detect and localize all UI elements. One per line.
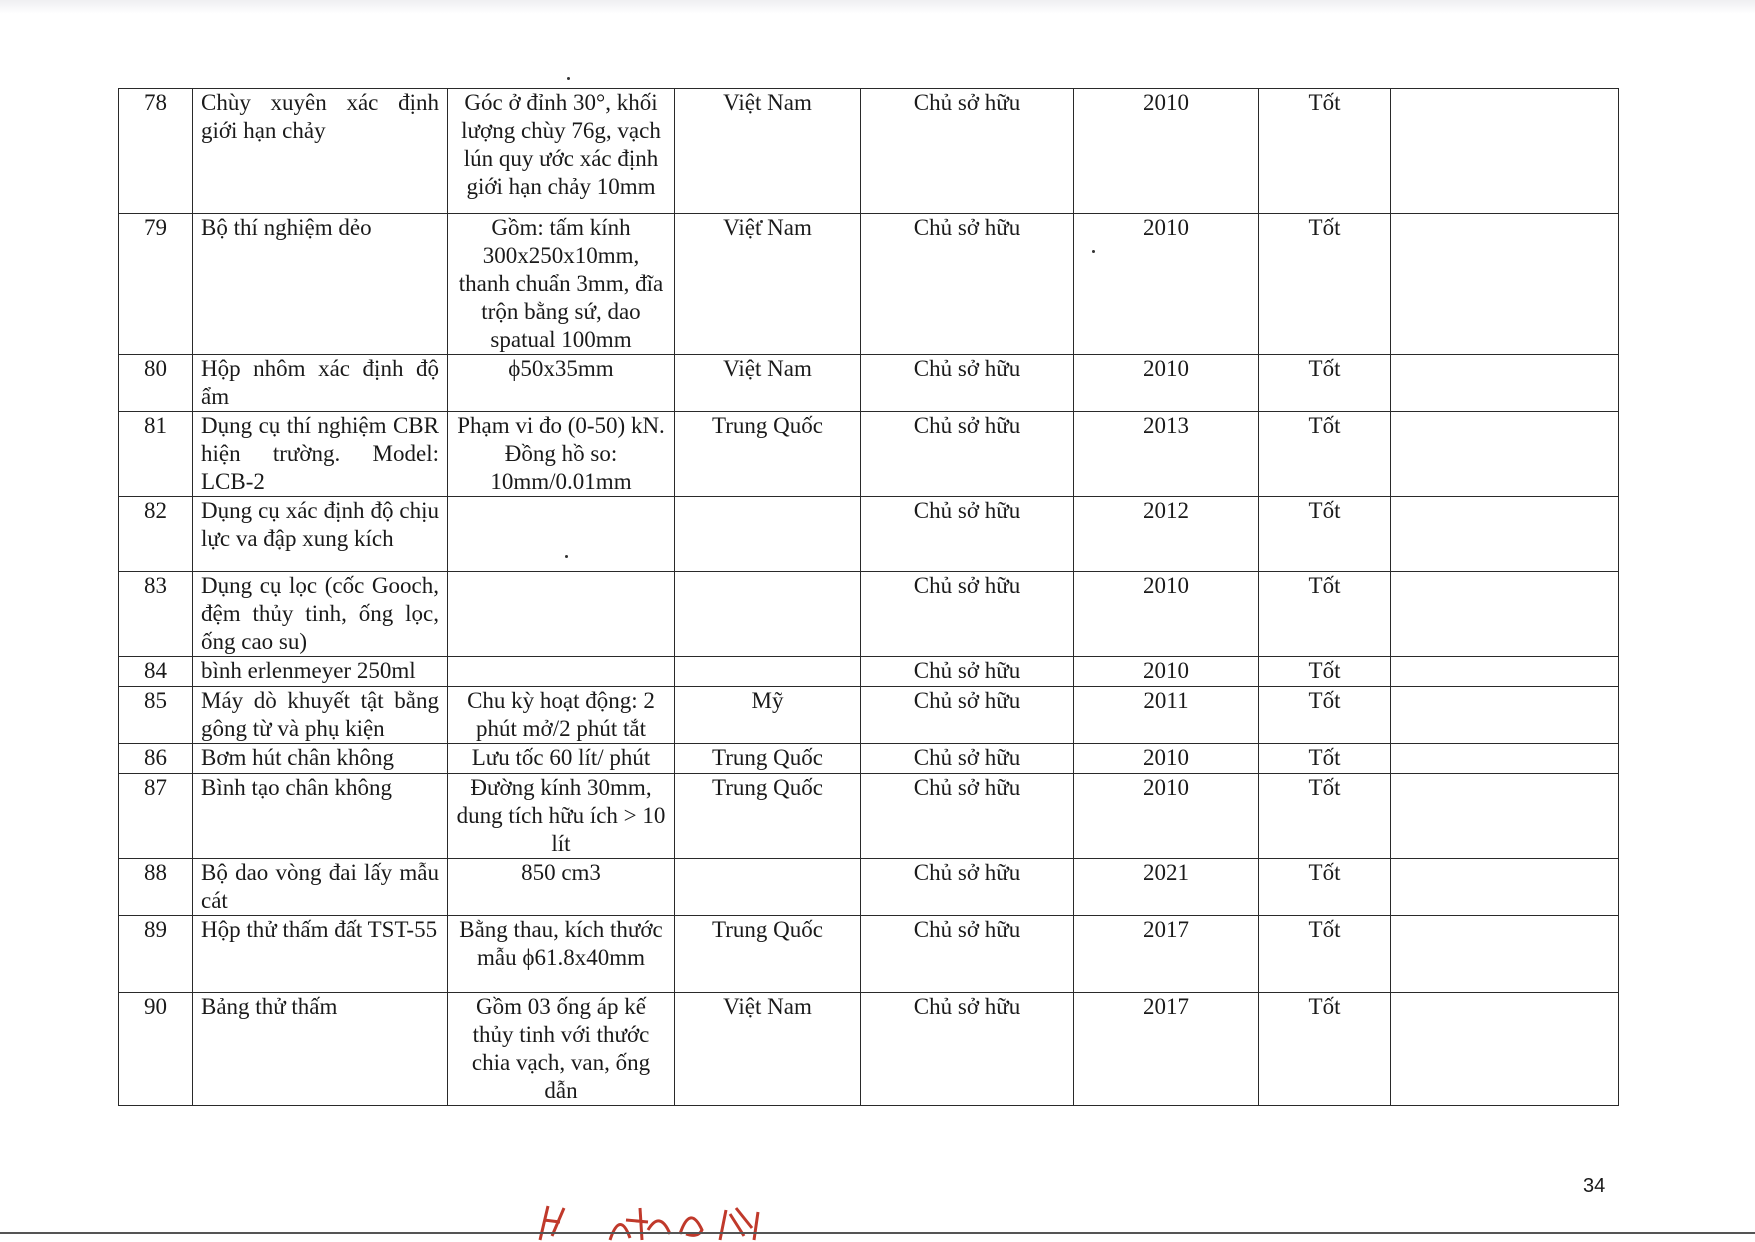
cell-spec: Gồm 03 ống áp kế thủy tinh với thước chia vạch, van, ống dẫn — [448, 993, 675, 1106]
cell-name: Máy dò khuyết tật bằng gông từ và phụ kiện — [193, 687, 448, 744]
cell-name: Hộp nhôm xác định độ ẩm — [193, 355, 448, 412]
cell-note — [1391, 214, 1619, 355]
cell-name: Bộ dao vòng đai lấy mẫu cát — [193, 859, 448, 916]
scan-top-edge — [0, 0, 1755, 14]
cell-ownership: Chủ sở hữu — [861, 687, 1074, 744]
equipment-table — [118, 88, 1619, 1106]
table-row — [119, 687, 1619, 744]
table-row — [119, 774, 1619, 859]
cell-year: 2010 — [1074, 89, 1259, 214]
cell-stt: 88 — [119, 859, 193, 916]
cell-ownership: Chủ sở hữu — [861, 859, 1074, 916]
cell-spec: ϕ50x35mm — [448, 355, 675, 412]
cell-spec: Bằng thau, kích thước mẫu ϕ61.8x40mm — [448, 916, 675, 993]
cell-name: Dụng cụ thí nghiệm CBR hiện trường. Model: LCB-2 — [193, 412, 448, 497]
cell-ownership: Chủ sở hữu — [861, 657, 1074, 687]
cell-name: Bơm hút chân không — [193, 744, 448, 774]
cell-ownership: Chủ sở hữu — [861, 497, 1074, 572]
cell-spec — [448, 497, 675, 572]
cell-year: 2021 — [1074, 859, 1259, 916]
table-row — [119, 497, 1619, 572]
table-row — [119, 744, 1619, 774]
cell-name: Dụng cụ xác định độ chịu lực va đập xung kích — [193, 497, 448, 572]
cell-ownership: Chủ sở hữu — [861, 355, 1074, 412]
cell-year: 2010 — [1074, 355, 1259, 412]
cell-note — [1391, 916, 1619, 993]
cell-note — [1391, 497, 1619, 572]
cell-stt: 86 — [119, 744, 193, 774]
cell-status: Tốt — [1259, 859, 1391, 916]
cell-status: Tốt — [1259, 497, 1391, 572]
table-row — [119, 916, 1619, 993]
cell-year: 2013 — [1074, 412, 1259, 497]
cell-origin: Việt Nam — [675, 214, 861, 355]
cell-ownership: Chủ sở hữu — [861, 412, 1074, 497]
cell-note — [1391, 859, 1619, 916]
cell-note — [1391, 355, 1619, 412]
cell-name: Bộ thí nghiệm dẻo — [193, 214, 448, 355]
cell-spec: 850 cm3 — [448, 859, 675, 916]
cell-name: Chùy xuyên xác định giới hạn chảy — [193, 89, 448, 214]
stamp-fragment — [530, 1200, 780, 1242]
cell-stt: 85 — [119, 687, 193, 744]
cell-status: Tốt — [1259, 687, 1391, 744]
cell-status: Tốt — [1259, 916, 1391, 993]
cell-stt: 82 — [119, 497, 193, 572]
cell-year: 2010 — [1074, 744, 1259, 774]
table-row — [119, 993, 1619, 1106]
cell-spec: Đường kính 30mm, dung tích hữu ích > 10 lít — [448, 774, 675, 859]
cell-ownership: Chủ sở hữu — [861, 214, 1074, 355]
cell-name: bình erlenmeyer 250ml — [193, 657, 448, 687]
cell-stt: 81 — [119, 412, 193, 497]
scan-speck — [567, 77, 570, 80]
cell-spec — [448, 657, 675, 687]
cell-stt: 90 — [119, 993, 193, 1106]
cell-ownership: Chủ sở hữu — [861, 572, 1074, 657]
cell-spec: Góc ở đỉnh 30°, khối lượng chùy 76g, vạch lún quy ước xác định giới hạn chảy 10mm — [448, 89, 675, 214]
cell-stt: 78 — [119, 89, 193, 214]
cell-origin: Việt Nam — [675, 993, 861, 1106]
cell-year: 2010 — [1074, 572, 1259, 657]
cell-note — [1391, 993, 1619, 1106]
cell-origin: Trung Quốc — [675, 744, 861, 774]
cell-status: Tốt — [1259, 774, 1391, 859]
cell-stt: 89 — [119, 916, 193, 993]
cell-year: 2017 — [1074, 993, 1259, 1106]
cell-year: 2011 — [1074, 687, 1259, 744]
cell-status: Tốt — [1259, 657, 1391, 687]
cell-spec: Phạm vi đo (0-50) kN. Đồng hồ so: 10mm/0.01mm — [448, 412, 675, 497]
cell-note — [1391, 572, 1619, 657]
table-row — [119, 859, 1619, 916]
cell-note — [1391, 744, 1619, 774]
page-number: 34 — [1583, 1175, 1606, 1197]
cell-status: Tốt — [1259, 214, 1391, 355]
cell-year: 2010 — [1074, 657, 1259, 687]
table-row — [119, 657, 1619, 687]
cell-note — [1391, 774, 1619, 859]
cell-name: Hộp thử thấm đất TST-55 — [193, 916, 448, 993]
cell-ownership: Chủ sở hữu — [861, 774, 1074, 859]
cell-year: 2012 — [1074, 497, 1259, 572]
cell-status: Tốt — [1259, 993, 1391, 1106]
cell-note — [1391, 687, 1619, 744]
cell-stt: 87 — [119, 774, 193, 859]
cell-origin — [675, 859, 861, 916]
cell-spec: Lưu tốc 60 lít/ phút — [448, 744, 675, 774]
cell-stt: 84 — [119, 657, 193, 687]
cell-status: Tốt — [1259, 355, 1391, 412]
cell-year: 2010 — [1074, 774, 1259, 859]
cell-year: 2010 — [1074, 214, 1259, 355]
cell-origin: Trung Quốc — [675, 412, 861, 497]
table-row — [119, 412, 1619, 497]
cell-origin: Việt Nam — [675, 355, 861, 412]
cell-stt: 83 — [119, 572, 193, 657]
table-body — [119, 89, 1619, 1106]
cell-spec — [448, 572, 675, 657]
cell-status: Tốt — [1259, 89, 1391, 214]
cell-status: Tốt — [1259, 572, 1391, 657]
cell-origin — [675, 657, 861, 687]
table-row — [119, 89, 1619, 214]
cell-name: Bình tạo chân không — [193, 774, 448, 859]
table-row — [119, 572, 1619, 657]
cell-origin: Việt Nam — [675, 89, 861, 214]
cell-ownership: Chủ sở hữu — [861, 993, 1074, 1106]
cell-note — [1391, 89, 1619, 214]
cell-status: Tốt — [1259, 412, 1391, 497]
cell-origin — [675, 497, 861, 572]
cell-origin — [675, 572, 861, 657]
cell-note — [1391, 657, 1619, 687]
table-row — [119, 214, 1619, 355]
cell-stt: 80 — [119, 355, 193, 412]
cell-ownership: Chủ sở hữu — [861, 916, 1074, 993]
cell-ownership: Chủ sở hữu — [861, 89, 1074, 214]
cell-year: 2017 — [1074, 916, 1259, 993]
cell-spec: Chu kỳ hoạt động: 2 phút mở/2 phút tắt — [448, 687, 675, 744]
cell-ownership: Chủ sở hữu — [861, 744, 1074, 774]
cell-status: Tốt — [1259, 744, 1391, 774]
table-row — [119, 355, 1619, 412]
cell-name: Dụng cụ lọc (cốc Gooch, đệm thủy tinh, ống lọc, ống cao su) — [193, 572, 448, 657]
cell-spec: Gồm: tấm kính 300x250x10mm, thanh chuẩn 3mm, đĩa trộn bằng sứ, dao spatual 100mm — [448, 214, 675, 355]
cell-stt: 79 — [119, 214, 193, 355]
cell-origin: Mỹ — [675, 687, 861, 744]
cell-origin: Trung Quốc — [675, 916, 861, 993]
bottom-rule — [0, 1232, 1755, 1234]
cell-origin: Trung Quốc — [675, 774, 861, 859]
cell-note — [1391, 412, 1619, 497]
cell-name: Bảng thử thấm — [193, 993, 448, 1106]
